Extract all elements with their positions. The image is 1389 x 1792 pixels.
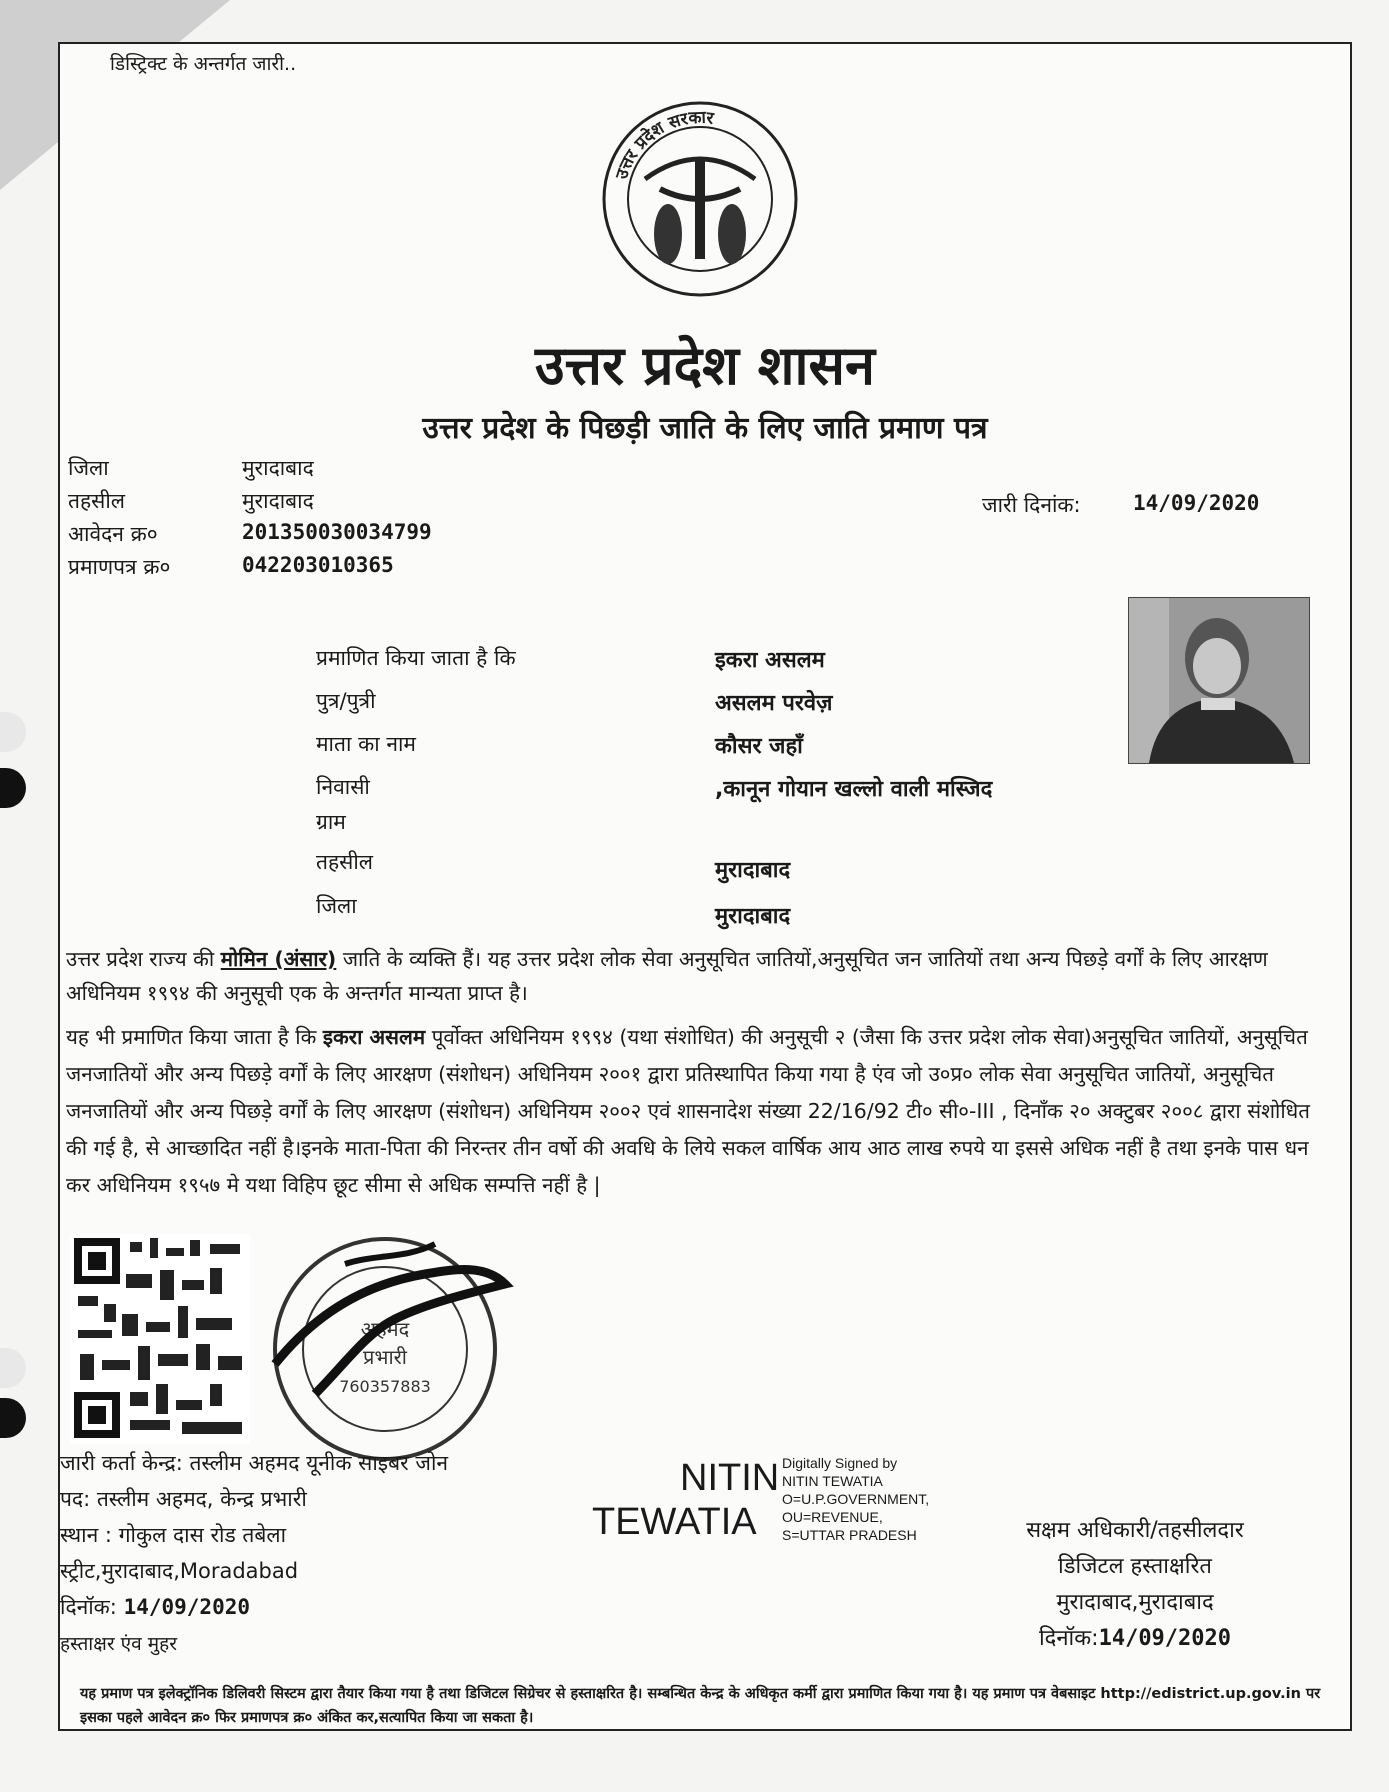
svg-text:760357883: 760357883 bbox=[339, 1377, 431, 1396]
footer-disclaimer: यह प्रमाण पत्र इलेक्ट्रॉनिक डिलिवरी सिस्टम द्वारा तैयार किया गया है तथा डिजिटल सिग्रेचर से हस्ताक्षरित है। सम्बन्धित केन्द्र के अधिकृत कर्मी द्वारा प्रमाणित किया गया है। यह प्रमाण पत्र वेबसाइट http://edistrict.up.gov.in पर इसका पहले आवेदन क्र० फिर प्रमाणपत्र क्र० अंकित कर,सत्यापित किया जा सकता है। bbox=[80, 1686, 1321, 1726]
svg-text:प्रभारी: प्रभारी bbox=[363, 1345, 407, 1369]
detail-tehsil-label: तहसील bbox=[316, 850, 373, 874]
application-number-label: आवेदन क्र० bbox=[68, 522, 158, 546]
caste-paragraph: उत्तर प्रदेश राज्य की मोमिन (अंसार) जाति के व्यक्ति हैं। यह उत्तर प्रदेश लोक सेवा अनुसूचित जातियों,अनुसूचित जन जातियों तथा अन्य पिछड़े वर्गों के लिए आरक्षण अधिनियम १९९४ की अनुसूची एक के अन्तर्गत मान्यता प्राप्त है। bbox=[66, 947, 1268, 1005]
authority-date: दिनॉक:14/09/2020 bbox=[1038, 1626, 1232, 1651]
office-seal-stamp bbox=[255, 1224, 515, 1474]
authority-digital-signed: डिजिटल हस्ताक्षरित bbox=[1058, 1554, 1212, 1579]
tehsil-value: मुरादाबाद bbox=[242, 489, 314, 513]
district-label: जिला bbox=[68, 456, 109, 480]
issuer-date: दिनॉक: 14/09/2020 bbox=[60, 1595, 251, 1619]
page-title: उत्तर प्रदेश शासन bbox=[535, 333, 875, 397]
svg-text:अहमद: अहमद bbox=[360, 1317, 410, 1341]
qr-code[interactable] bbox=[70, 1234, 250, 1444]
detail-tehsil-value: मुरादाबाद bbox=[715, 858, 791, 883]
district-value: मुरादाबाद bbox=[242, 456, 314, 480]
issue-date-value: 14/09/2020 bbox=[1133, 491, 1260, 515]
child-of-label: पुत्र/पुत्री bbox=[316, 689, 376, 713]
mother-label: माता का नाम bbox=[316, 732, 416, 756]
signer-name-line1: NITIN bbox=[680, 1457, 780, 1499]
detail-district-value: मुरादाबाद bbox=[715, 904, 791, 929]
resident-address: ,कानून गोयान खल्लो वाली मस्जिद bbox=[715, 777, 993, 802]
applicant-name: इकरा असलम bbox=[715, 648, 825, 673]
svg-text:उत्तर प्रदेश सरकार: उत्तर प्रदेश सरकार bbox=[611, 107, 715, 182]
digital-signature-info: Digitally Signed by NITIN TEWATIA O=U.P.GOVERNMENT, OU=REVENUE, S=UTTAR PRADESH bbox=[782, 1455, 930, 1543]
caste-name: मोमिन (अंसार) bbox=[220, 947, 337, 971]
authority-location: मुरादाबाद,मुरादाबाद bbox=[1056, 1590, 1214, 1615]
issuer-post: पद: तस्लीम अहमद, केन्द्र प्रभारी bbox=[60, 1487, 307, 1511]
issue-date-label: जारी दिनांक: bbox=[982, 493, 1081, 517]
father-name: असलम परवेज़ bbox=[715, 691, 833, 716]
certificate-number-value: 042203010365 bbox=[242, 553, 394, 577]
signer-name-line2: TEWATIA bbox=[592, 1501, 757, 1543]
punch-hole bbox=[0, 1398, 26, 1438]
tehsil-label: तहसील bbox=[68, 489, 125, 513]
detail-district-label: जिला bbox=[316, 894, 357, 918]
mother-name: कौसर जहाँ bbox=[715, 734, 803, 759]
punch-hole bbox=[0, 712, 26, 752]
punch-hole bbox=[0, 1348, 26, 1388]
certificate bbox=[58, 42, 1352, 1731]
certificate-number-label: प्रमाणपत्र क्र० bbox=[68, 555, 171, 579]
issuer-place-line1: स्थान : गोकुल दास रोड तबेला bbox=[60, 1523, 287, 1547]
header-note: डिस्ट्रिक्ट के अन्तर्गत जारी.. bbox=[110, 53, 297, 75]
signature-label: हस्ताक्षर एंव मुहर bbox=[60, 1633, 177, 1655]
certificate-subtitle: उत्तर प्रदेश के पिछड़ी जाति के लिए जाति प्रमाण पत्र bbox=[422, 411, 988, 446]
village-label: ग्राम bbox=[316, 810, 346, 834]
certified-label: प्रमाणित किया जाता है कि bbox=[316, 646, 516, 670]
state-emblem-icon bbox=[600, 99, 800, 299]
issuer-center: जारी कर्ता केन्द्र: तस्लीम अहमद यूनीक साइबर जोन bbox=[60, 1451, 449, 1475]
authority-title: सक्षम अधिकारी/तहसीलदार bbox=[1026, 1518, 1244, 1543]
applicant-name-inline: इकरा असलम bbox=[322, 1025, 426, 1049]
applicant-photo bbox=[1128, 597, 1310, 764]
issuer-place-line2: स्ट्रीट,मुरादाबाद,Moradabad bbox=[60, 1559, 299, 1583]
certification-paragraph: यह भी प्रमाणित किया जाता है कि इकरा असलम पूर्वोक्त अधिनियम १९९४ (यथा संशोधित) की अनुसूची २ (जैसा कि उत्तर प्रदेश लोक सेवा)अनुसूचित जातियों, अनुसूचित जनजातियों और अन्य पिछड़े वर्गों के लिए आरक्षण (संशोधन) अधिनियम २००१ द्वारा प्रतिस्थापित किया गया है एंव जो उ०प्र० लोक सेवा अनुसूचित जातियों, अनुसूचित जनजातियों और अन्य पिछड़े वर्गों के लिए आरक्षण (संशोधन) अधिनियम २००२ एवं शासनादेश संख्या 22/16/92 टी० सी०-III , दिनाँक २० अक्टुबर २००८ द्वारा संशोधित की गई है, से आच्छादित नहीं है।इनके माता-पिता की निरन्तर तीन वर्षो की अवधि के लिये सकल वार्षिक आय आठ लाख रुपये या इससे अधिक नहीं है तथा इनके पास धन कर अधिनियम १९५७ मे यथा विहिप छूट सीमा से अधिक सम्पत्ति नहीं है | bbox=[66, 1025, 1310, 1197]
resident-label: निवासी bbox=[316, 775, 370, 799]
punch-hole bbox=[0, 768, 26, 808]
application-number-value: 201350030034799 bbox=[242, 520, 432, 544]
